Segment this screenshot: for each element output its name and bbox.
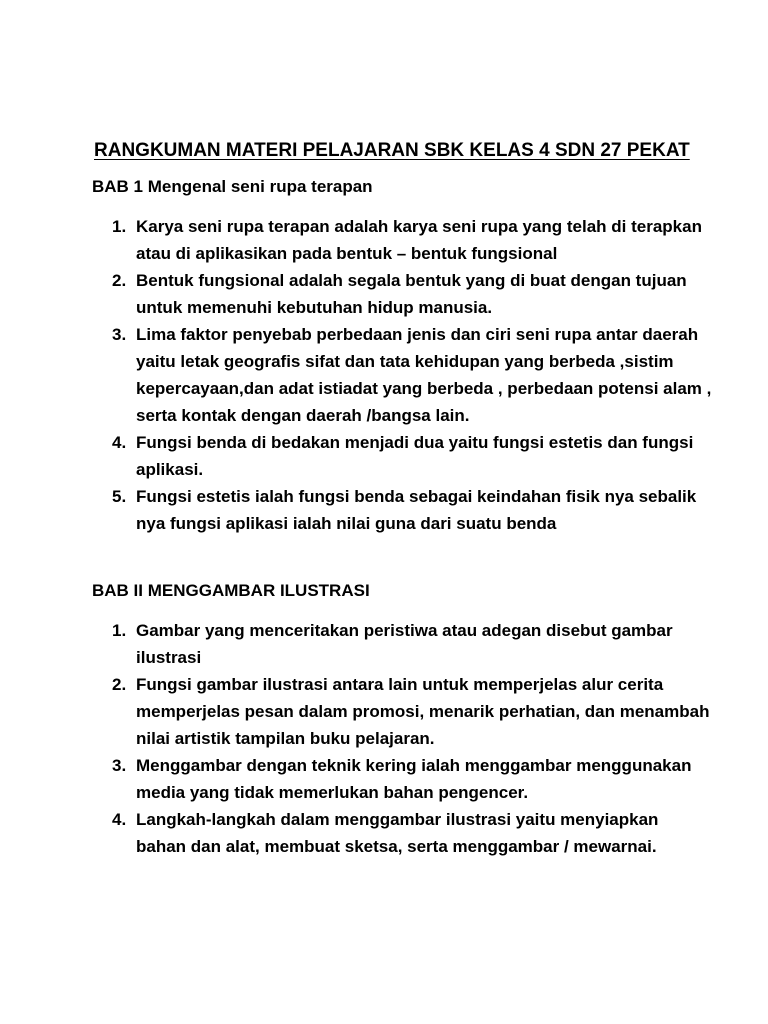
- section-heading-bab-2: BAB II MENGGAMBAR ILUSTRASI: [92, 581, 370, 600]
- numbered-list-bab-2: [112, 617, 712, 860]
- list-item-text: Lima faktor penyebab perbedaan jenis dan ciri seni rupa antar daerah yaitu letak geografis sifat dan tata kehidupan yang berbeda ,sistim kepercayaan,dan adat istiadat yang berbeda , perbedaan potensi alam , serta kontak dengan daerah /bangsa lain.: [136, 325, 712, 425]
- list-item-number: 5.: [112, 487, 127, 506]
- list-item-text: Fungsi gambar ilustrasi antara lain untuk memperjelas alur cerita memperjelas pesan dalam promosi, menarik perhatian, dan menambah nilai artistik tampilan buku pelajaran.: [136, 675, 710, 748]
- list-item: [112, 213, 712, 267]
- list-item-text: Langkah-langkah dalam menggambar ilustrasi yaitu menyiapkan bahan dan alat, membuat sketsa, serta menggambar / mewarnai.: [136, 810, 659, 856]
- list-item-text: Gambar yang menceritakan peristiwa atau adegan disebut gambar ilustrasi: [136, 621, 673, 667]
- list-item: [112, 752, 712, 806]
- list-item-number: 3.: [112, 325, 127, 344]
- section-heading-bab-1: BAB 1 Mengenal seni rupa terapan: [92, 177, 373, 196]
- list-item-text: Karya seni rupa terapan adalah karya seni rupa yang telah di terapkan atau di aplikasikan pada bentuk – bentuk fungsional: [136, 217, 702, 263]
- list-item-text: Bentuk fungsional adalah segala bentuk yang di buat dengan tujuan untuk memenuhi kebutuhan hidup manusia.: [136, 271, 687, 317]
- list-item: [112, 429, 712, 483]
- list-item-number: 1.: [112, 217, 127, 236]
- list-item: [112, 483, 712, 537]
- list-item-number: 4.: [112, 433, 127, 452]
- list-item-number: 4.: [112, 810, 127, 829]
- page-title: RANGKUMAN MATERI PELAJARAN SBK KELAS 4 SDN 27 PEKAT: [94, 140, 690, 161]
- list-item: [112, 806, 712, 860]
- list-item-text: Fungsi estetis ialah fungsi benda sebagai keindahan fisik nya sebalik nya fungsi aplikasi ialah nilai guna dari suatu benda: [136, 487, 697, 533]
- list-item: [112, 267, 712, 321]
- list-item: [112, 321, 712, 429]
- list-item-number: 3.: [112, 756, 127, 775]
- numbered-list-bab-1: [112, 213, 712, 537]
- list-item-text: Menggambar dengan teknik kering ialah menggambar menggunakan media yang tidak memerlukan bahan pengencer.: [136, 756, 692, 802]
- list-item: [112, 671, 712, 752]
- list-item: [112, 617, 712, 671]
- list-item-text: Fungsi benda di bedakan menjadi dua yaitu fungsi estetis dan fungsi aplikasi.: [136, 433, 694, 479]
- list-item-number: 2.: [112, 271, 127, 290]
- list-item-number: 2.: [112, 675, 127, 694]
- list-item-number: 1.: [112, 621, 127, 640]
